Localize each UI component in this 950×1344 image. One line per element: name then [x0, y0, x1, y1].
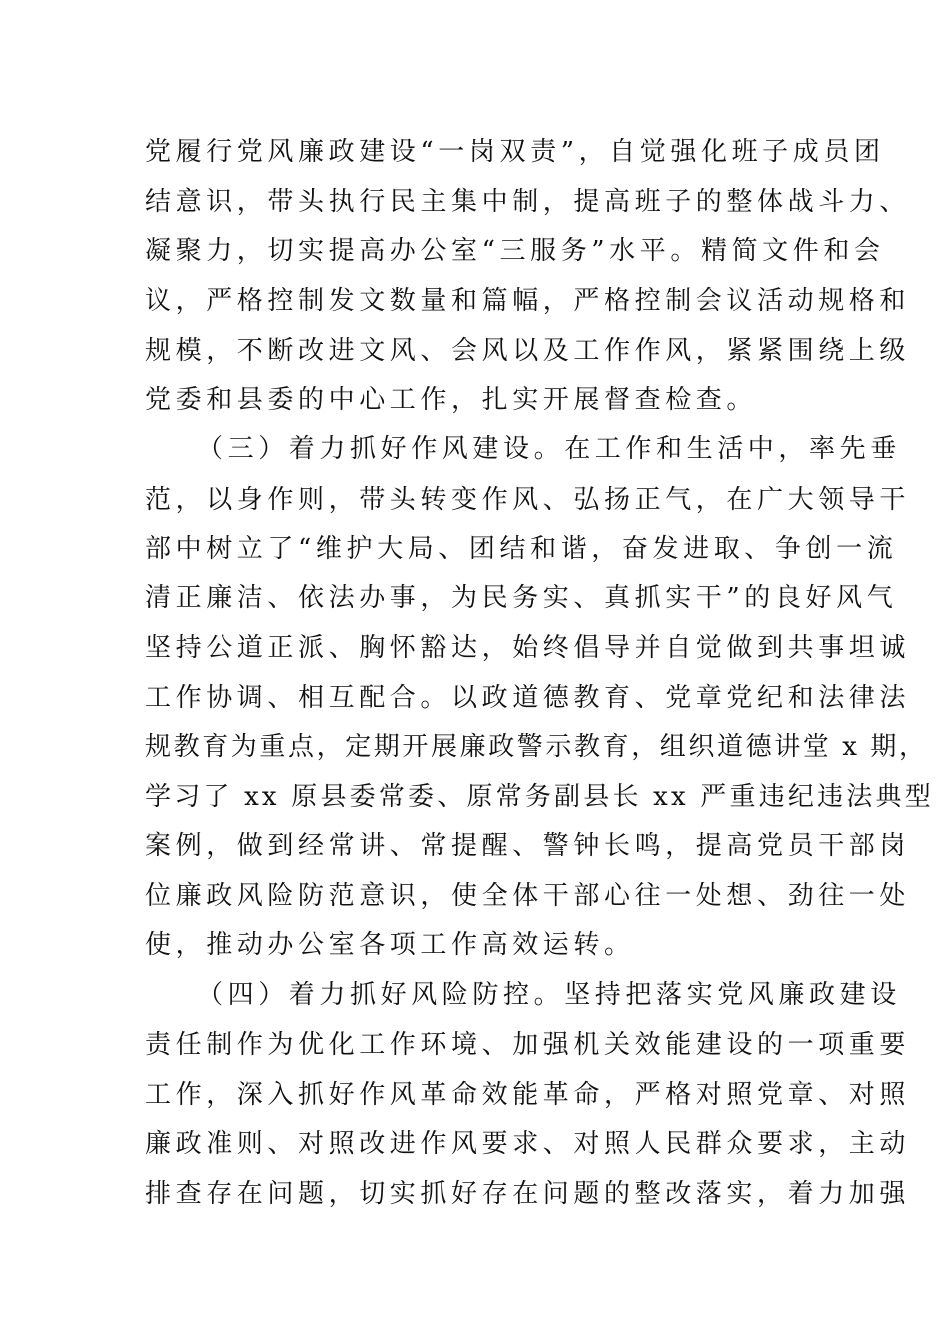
text-line: 责任制作为优化工作环境、加强机关效能建设的一项重要 [145, 1030, 911, 1060]
paragraph-start-line: （四）着力抓好风险防控。坚持把落实党风廉政建设 [197, 980, 901, 1010]
text-line: 使，推动办公室各项工作高效运转。 [145, 930, 635, 960]
text-line: 排查存在问题，切实抓好存在问题的整改落实，着力加强 [145, 1179, 911, 1209]
text-line: 党委和县委的中心工作，扎实开展督查检查。 [145, 385, 758, 415]
text-line: 结意识，带头执行民主集中制，提高班子的整体战斗力、 [145, 187, 911, 217]
text-line: 党履行党风廉政建设“一岗双责”，自觉强化班子成员团 [145, 137, 885, 167]
text-line: 规模，不断改进文风、会风以及工作作风，紧紧围绕上级 [145, 336, 911, 366]
text-line: 位廉政风险防范意识，使全体干部心往一处想、劲往一处 [145, 881, 911, 911]
text-line: 案例，做到经常讲、常提醒、警钟长鸣，提高党员干部岗 [145, 831, 911, 861]
text-line: 规教育为重点，定期开展廉政警示教育，组织道德讲堂 x 期， [145, 732, 928, 762]
text-line: 范，以身作则，带头转变作风、弘扬正气，在广大领导干 [145, 485, 911, 515]
text-line: 坚持公道正派、胸怀豁达，始终倡导并自觉做到共事坦诚 [145, 633, 911, 663]
text-line: 学习了 xx 原县委常委、原常务副县长 xx 严重违纪违法典型 [145, 782, 934, 812]
text-line: 议，严格控制发文数量和篇幅，严格控制会议活动规格和 [145, 286, 911, 316]
text-line: 部中树立了“维护大局、团结和谐，奋发进取、争创一流 [145, 534, 898, 564]
paragraph-start-line: （三）着力抓好作风建设。在工作和生活中，率先垂 [197, 434, 901, 464]
text-line: 工作协调、相互配合。以政道德教育、党章党纪和法律法 [145, 683, 911, 713]
text-line: 清正廉洁、依法办事，为民务实、真抓实干”的良好风气 [145, 583, 898, 613]
text-line: 凝聚力，切实提高办公室“三服务”水平。精简文件和会 [145, 236, 885, 266]
text-line: 工作，深入抓好作风革命效能革命，严格对照党章、对照 [145, 1080, 911, 1110]
text-line: 廉政准则、对照改进作风要求、对照人民群众要求，主动 [145, 1129, 911, 1159]
